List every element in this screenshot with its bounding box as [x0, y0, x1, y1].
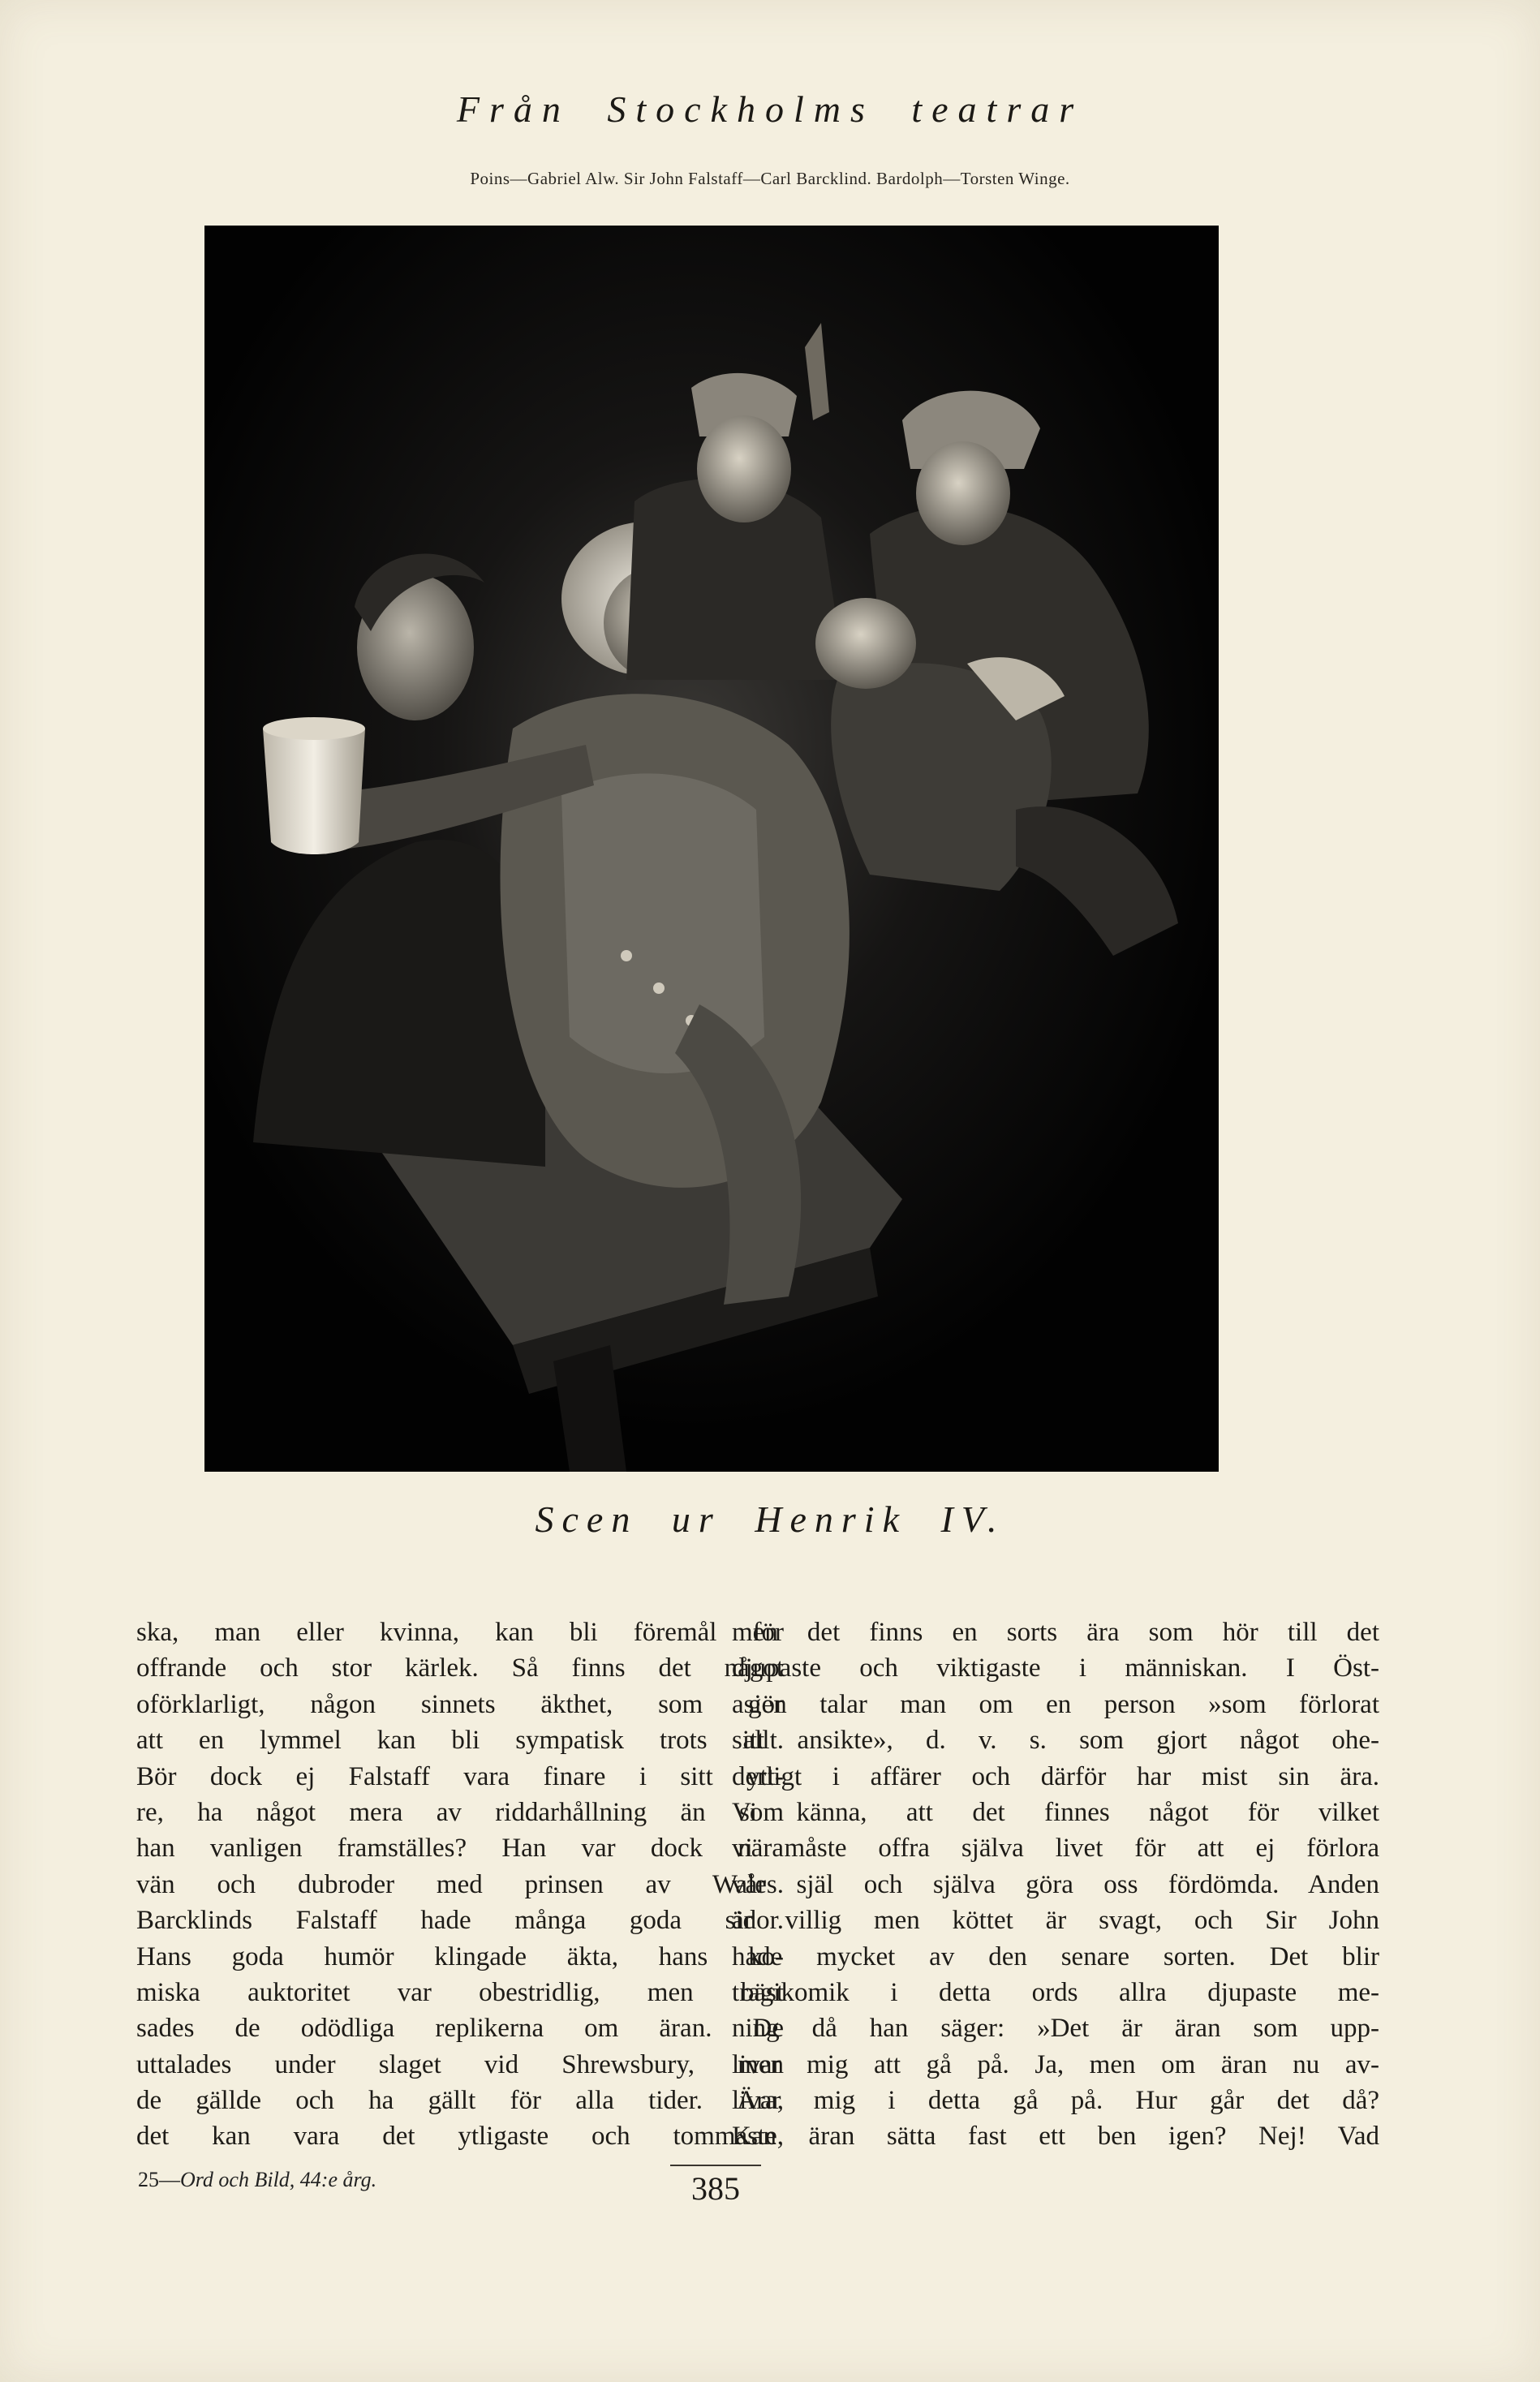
text-line: vår själ och själva göra oss fördömda. Anden [732, 1869, 1379, 1899]
photo-caption: Scen ur Henrik IV. [535, 1498, 1005, 1540]
running-title: Från Stockholms teatrar [456, 88, 1084, 130]
publication-name: Ord och Bild, 44:e årg. [180, 2168, 377, 2191]
text-line: offrande och stor kärlek. Så finns det något [136, 1653, 784, 1683]
text-line: livar mig att gå på. Ja, men om äran nu av- [732, 2049, 1379, 2079]
text-line: är villig men köttet är svagt, och Sir John [732, 1906, 1379, 1936]
text-line: ning då han säger: »Det är äran som upp- [732, 2014, 1379, 2044]
right-text-column [732, 1615, 1379, 2155]
text-line: vi måste offra själva livet för att ej förlora [732, 1834, 1379, 1864]
text-line: de gällde och ha gällt för alla tider. Ära, [136, 2086, 784, 2116]
text-line: Vi känna, att det finnes något för vilket [732, 1797, 1379, 1827]
text-line: men det finns en sorts ära som hör till det [732, 1618, 1379, 1647]
footer-signature [138, 2168, 376, 2192]
text-line: hade mycket av den senare sorten. Det blir [732, 1941, 1379, 1971]
text-line: tragikomik i detta ords allra djupaste me- [732, 1977, 1379, 2007]
text-line: miska auktoritet var obestridlig, men bäst [136, 1977, 784, 2007]
text-line: ska, man eller kvinna, kan bli föremål för [136, 1618, 784, 1647]
left-text-column [136, 1615, 784, 2155]
text-line: djupaste och viktigaste i människan. I Öst- [732, 1653, 1379, 1683]
signature-dash: — [159, 2168, 180, 2191]
text-line: Barcklinds Falstaff hade många goda sidor. [136, 1906, 784, 1936]
signature-number: 25 [138, 2168, 159, 2191]
text-line: Kan äran sätta fast ett ben igen? Nej! Vad [732, 2122, 1379, 2152]
text-line: att en lymmel kan bli sympatisk trots allt. [136, 1726, 784, 1756]
text-line: uttalades under slaget vid Shrewsbury, men [136, 2049, 784, 2079]
text-line: re, ha något mera av riddarhållning än som [136, 1797, 784, 1827]
text-line: det kan vara det ytligaste och tommaste, [136, 2122, 784, 2152]
text-line: livar mig i detta gå på. Hur går det då? [732, 2086, 1379, 2116]
text-line: derligt i affärer och därför har mist sin ära. [732, 1761, 1379, 1791]
page-number: 385 [670, 2165, 761, 2208]
text-line: oförklarligt, någon sinnets äkthet, som gör [136, 1689, 784, 1719]
text-line: sitt ansikte», d. v. s. som gjort något ohe- [732, 1726, 1379, 1756]
stage-photograph [204, 226, 1219, 1472]
photo-cast-line: Poins—Gabriel Alw. Sir John Falstaff—Carl Barcklind. Bardolph—Torsten Winge. [470, 169, 1070, 188]
text-line: han vanligen framställes? Han var dock nära [136, 1834, 784, 1864]
text-line: asien talar man om en person »som förlorat [732, 1689, 1379, 1719]
text-line: sades de odödliga replikerna om äran. De [136, 2014, 784, 2044]
text-line: Bör dock ej Falstaff vara finare i sitt ytt- [136, 1761, 784, 1791]
text-line: vän och dubroder med prinsen av Wales. [136, 1869, 784, 1899]
text-line: Hans goda humör klingade äkta, hans ko- [136, 1941, 784, 1971]
